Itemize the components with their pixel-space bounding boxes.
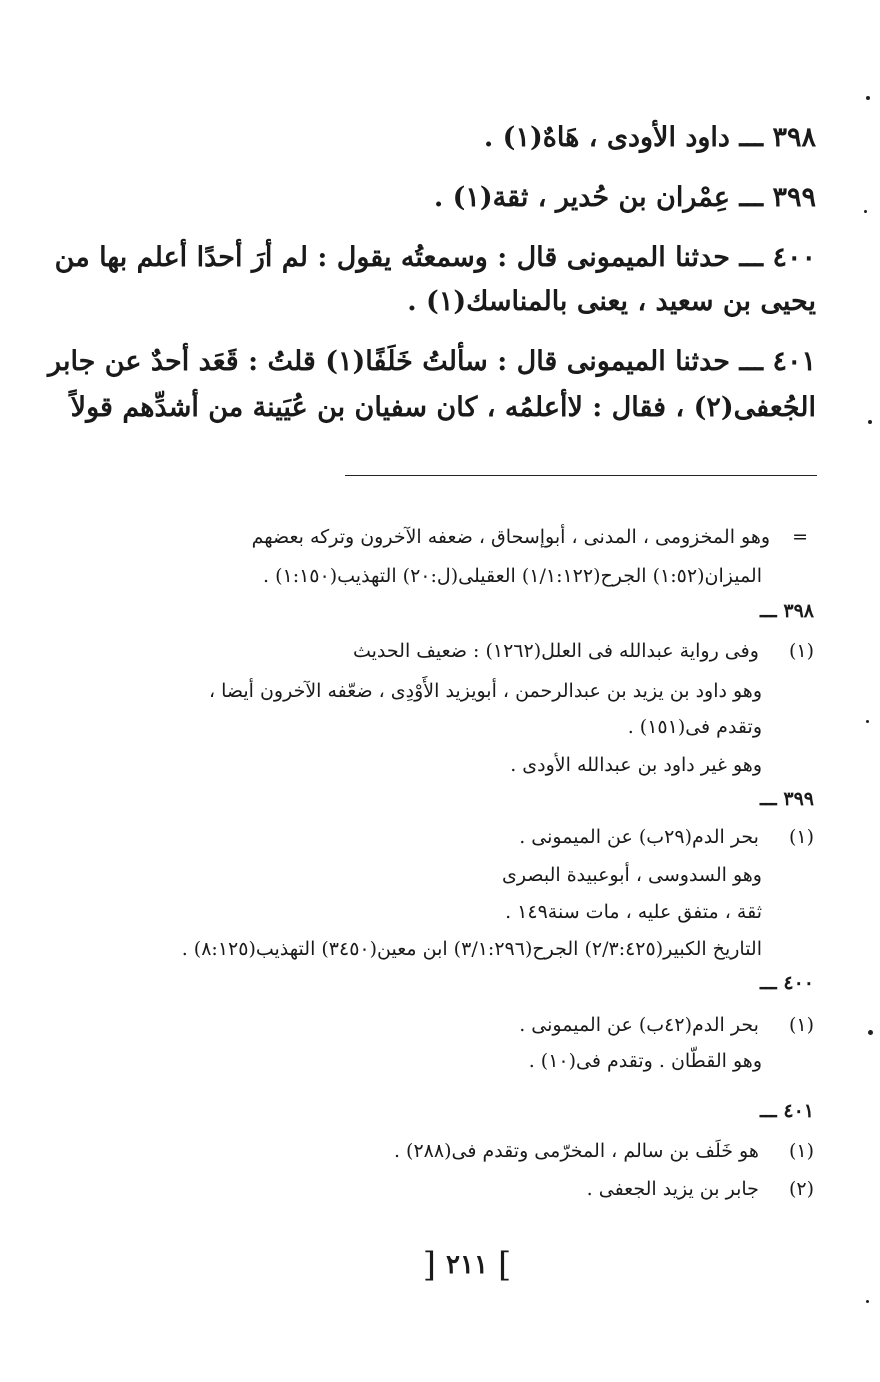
footnote-398-cont1 (209, 676, 762, 706)
footnote-rule (345, 475, 817, 476)
footnote-401-1 (394, 1136, 814, 1166)
entry-text: ـــ حدثنا الميمونى قال : وسمعتُه يقول : لم أرَ أحدًا أعلم بها من (54, 242, 764, 273)
page-number-value: ٢١١ (446, 1250, 488, 1280)
entry-text: يحيى بن سعيد ، يعنى بالمناسك(١) . (407, 286, 816, 317)
page-number (420, 1243, 514, 1287)
footnote-398-cont3 (510, 750, 762, 780)
footnote-section-398: ٣٩٨ ـــ (760, 600, 814, 622)
footnote-text: التاريخ الكبير(٢/٣:٤٢٥) الجرح(٣/١:٢٩٦) ابن معين(٣٤٥٠) التهذيب(٨:١٢٥) . (181, 938, 762, 960)
entry-401-line2 (71, 388, 816, 428)
entry-text: ـــ حدثنا الميمونى قال : سألتُ خَلَفًا(١) قلتُ : قَعَد أحدٌ عن جابر (48, 346, 764, 377)
scan-speck (868, 1030, 873, 1035)
footnote-text: هو خَلَف بن سالم ، المخرّمى وتقدم فى(٢٨٨) . (393, 1140, 759, 1162)
footnote-section-401: ٤٠١ ـــ (760, 1100, 814, 1122)
footnote-399-cont1 (502, 860, 762, 890)
footnote-section-399: ٣٩٩ ـــ (760, 788, 814, 810)
bracket-left: [ (422, 1245, 437, 1285)
footnote-text: جابر بن يزيد الجعفى . (586, 1178, 759, 1200)
footnote-400-1 (519, 1010, 814, 1040)
footnote-section-400: ٤٠٠ ـــ (760, 972, 814, 994)
footnote-text: وهو المخزومى ، المدنى ، أبوإسحاق ، ضعفه الآخرون وتركه بعضهم (251, 526, 771, 548)
footnote-carry-line1 (252, 522, 808, 552)
footnote-text: وتقدم فى(١٥١) . (627, 716, 762, 738)
entry-number: ٤٠٠ (772, 242, 816, 273)
scan-speck (866, 1300, 869, 1303)
scan-speck (864, 210, 867, 213)
footnote-text: وهو السدوسى ، أبوعبيدة البصرى (502, 864, 762, 886)
entry-text: ـــ عِمْران بن حُدير ، ثقة(١) . (433, 182, 764, 213)
carry-marker: = (792, 526, 808, 548)
footnote-marker: (٢) (788, 1178, 814, 1200)
footnote-398-cont2 (628, 712, 762, 742)
footnote-text: وفى رواية عبدالله فى العلل(١٢٦٢) : ضعيف الحديث (352, 640, 759, 662)
entry-number: ٣٩٩ (772, 182, 816, 213)
entry-399 (434, 178, 816, 218)
footnote-text: وهو غير داود بن عبدالله الأودى . (510, 754, 762, 776)
footnote-text: بحر الدم(٤٢ب) عن الميمونى . (519, 1014, 759, 1036)
entry-398 (484, 118, 816, 158)
footnote-marker: (١) (788, 1014, 814, 1036)
entry-number: ٤٠١ (772, 346, 816, 377)
footnote-text: ثقة ، متفق عليه ، مات سنة١٤٩ . (505, 901, 762, 923)
entry-401-line1 (48, 342, 816, 382)
footnote-marker: (١) (788, 640, 814, 662)
footnote-text: بحر الدم(٢٩ب) عن الميمونى . (519, 826, 759, 848)
entry-400-line2 (407, 282, 816, 322)
scan-speck (866, 720, 869, 723)
footnote-398-1 (353, 636, 814, 666)
entry-text: الجُعفى(٢) ، فقال : لاأعلمُه ، كان سفيان بن عُيَينة من أشدِّهم قولاً (70, 392, 816, 423)
footnote-401-2 (587, 1174, 814, 1204)
entry-400-line1 (55, 238, 816, 278)
scan-speck (868, 420, 872, 424)
footnote-marker: (١) (788, 1140, 814, 1162)
footnote-399-cont2 (505, 897, 762, 927)
footnote-text: وهو القطّان . وتقدم فى(١٠) . (528, 1050, 762, 1072)
footnote-marker: (١) (788, 826, 814, 848)
bracket-right: ] (497, 1245, 512, 1285)
footnote-399-1 (519, 822, 814, 852)
footnote-400-cont1 (529, 1046, 762, 1076)
footnote-399-cont3 (182, 934, 762, 964)
footnote-text: الميزان(١:٥٢) الجرح(١/١:١٢٢) العقيلى(ل:٢٠) التهذيب(١:١٥٠) . (262, 565, 762, 587)
scan-speck (866, 96, 870, 100)
footnote-carry-line2 (263, 561, 762, 591)
entry-number: ٣٩٨ (772, 122, 816, 153)
footnote-text: وهو داود بن يزيد بن عبدالرحمن ، أبويزيد الأَوْدِى ، ضعّفه الآخرون أيضا ، (208, 680, 762, 702)
entry-text: ـــ داود الأودى ، هَاهٌ(١) . (483, 122, 764, 153)
